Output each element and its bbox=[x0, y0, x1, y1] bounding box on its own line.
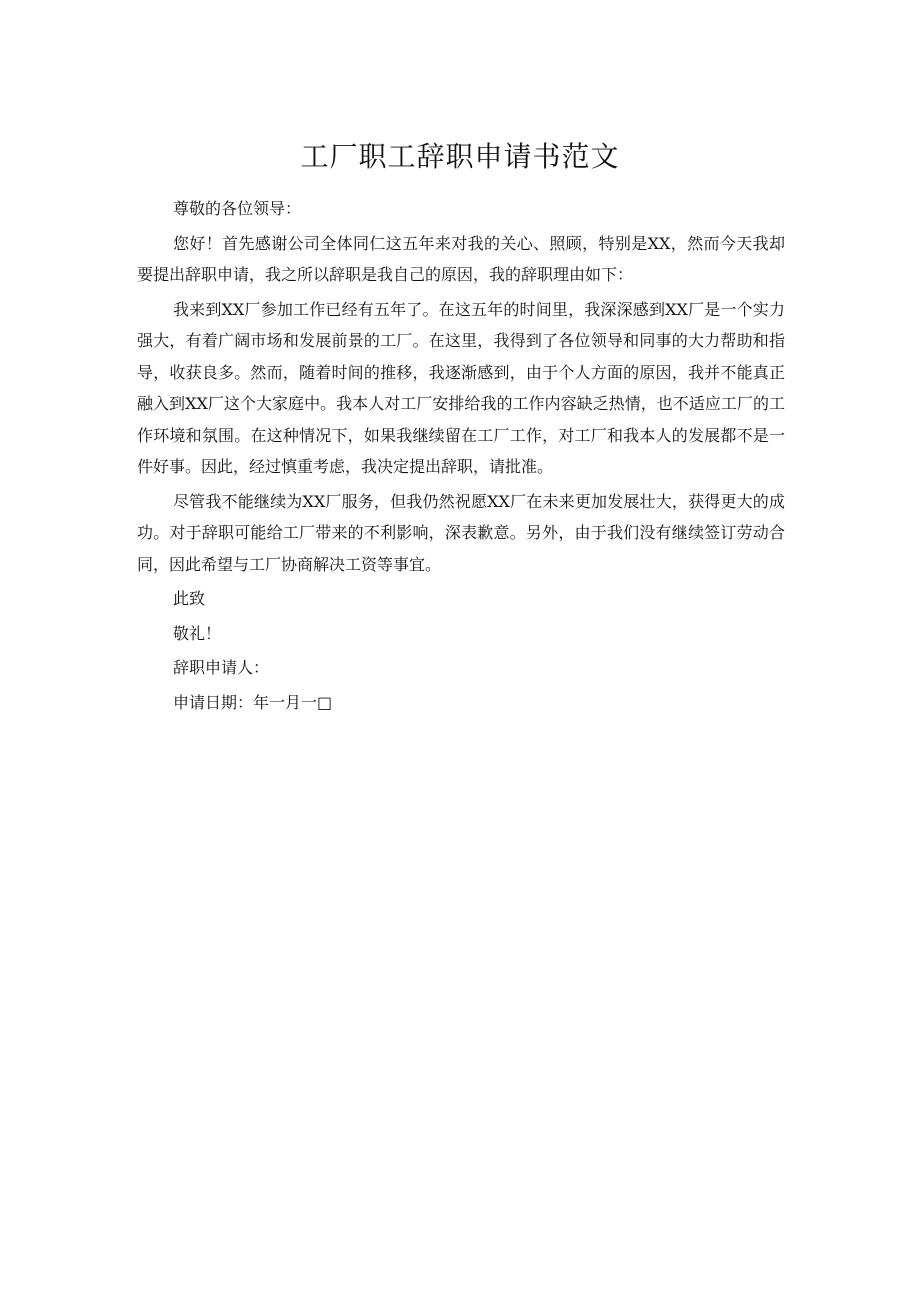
document-body bbox=[137, 193, 785, 718]
salutation: 尊敬的各位领导： bbox=[173, 199, 302, 218]
document-title: 工厂职工辞职申请书范文 bbox=[300, 140, 620, 173]
paragraph-wishes: 尽管我不能继续为XX厂服务，但我仍然祝愿XX厂在未来更加发展壮大，获得更大的成功。对于辞职可能给工厂带来的不利影响，深表歉意。另外，由于我们没有继续签订劳动合同，因此希望与工厂协商解决工资等事宜。 bbox=[137, 491, 785, 574]
closing-salutation: 此致 bbox=[173, 589, 206, 608]
closing-regards: 敬礼！ bbox=[173, 623, 222, 643]
paragraph-greeting: 您好！首先感谢公司全体同仁这五年来对我的关心、照顾，特别是XX，然而今天我却要提出辞职申请，我之所以辞职是我自己的原因，我的辞职理由如下： bbox=[137, 233, 785, 284]
paragraph-reason: 我来到XX厂参加工作已经有五年了。在这五年的时间里，我深深感到XX厂是一个实力强大，有着广阔市场和发展前景的工厂。在这里，我得到了各位领导和同事的大力帮助和指导，收获良多。然而，随着时间的推移，我逐渐感到，由于个人方面的原因，我并不能真正融入到XX厂这个大家庭中。我本人对工厂安排给我的工作内容缺乏热情，也不适应工厂的工作环境和氛围。在这种情况下，如果我继续留在工厂工作，对工厂和我本人的发展都不是一件好事。因此，经过慎重考虑，我决定提出辞职，请批准。 bbox=[137, 299, 785, 476]
date-label: 申请日期：年一月一□ bbox=[173, 692, 333, 712]
signature-label: 辞职申请人： bbox=[173, 658, 270, 677]
